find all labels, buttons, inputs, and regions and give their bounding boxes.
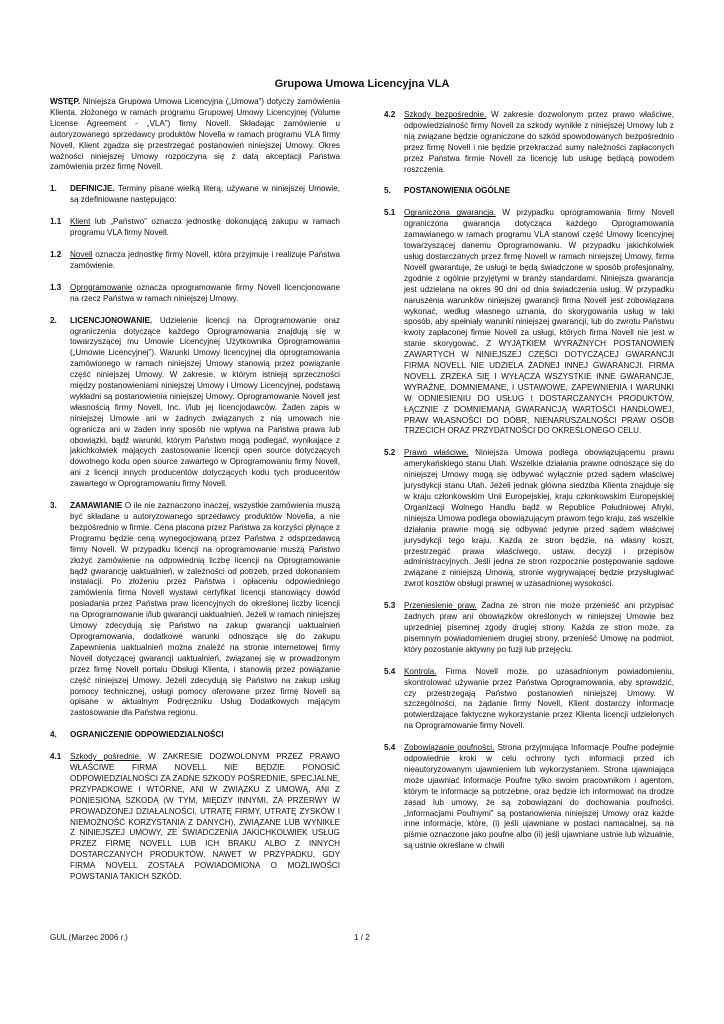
defined-term: Szkody bezpośrednie. [404,110,487,119]
section-text: Żadna ze stron nie może przenieść ani przypisać żadnych praw ani obowiązków określonych w niniejszej Umowie bez uprzedniej pisemnej zgody drugiej strony. Każda ze stron może, za pisemnym powiadomieniem drugiej strony, przenieść Umowę na podmiot, który pozostanie aktywny po fuzji lub przejęciu. [404,601,674,654]
section-number: 5.4 [384,743,396,753]
section-3 [50,501,340,719]
defined-term: Szkody pośrednie. [70,752,142,762]
section-text: Strona przyjmująca Informacje Poufne podejmie odpowiednie kroki w celu ochrony tych informacji przed ich nieautoryzowanym ujawnieniem lub wykorzystaniem. Strona ujawniająca może ujawniać Informacje Poufne tylko swoim pracownikom i agentom, którym te informacje są potrzebne, oraz będzie ich informować na drodze zasad lub umowy, że są zobowiązani do dochowania poufności. „Informacjami Poufnymi” są postanowienia niniejszej Umowy oraz każde inne informacje, które, (i) jeśli ujawniane w postaci namacalnej, są na piśmie oznaczone jako poufne albo (ii) jeśli ujawniane ustnie lub wizualnie, są ustnie określane w chwili [404,743,674,851]
left-column [50,97,340,894]
section-5-1 [384,208,674,437]
section-text: Niniejsza Umowa podlega obowiązującemu prawu amerykańskiego stanu Utah. Wszelkie działania prawne odnoszące się do niniejszej Umowy mogą się odbywać wyłącznie przed sądem właściwej jurysdykcji stanu Utah. Jeżeli jednak główna siedziba Klienta znajduje się w kraju członkowskim Unii Europejskiej, kraju członkowskim Europejskiej Organizacji Wolnego Handlu bądź w Republice Południowej Afryki, niniejsza Umowa podlega obowiązującym prawom tego kraju, zaś wszelkie działania prawne mogą się odbywać jedynie przed sądem właściwej jurysdykcji tego kraju. Każda ze stron będzie, na własny koszt, przestrzegać prawa właściwego, ustaw, decyzji i przepisów administracyjnych. Jeśli jedna ze stron rozpocznie postępowanie sądowe związane z niniejszą Umową, stronie wygrywającej będzie przysługiwać zwrot kosztów obsługi prawnej w uzasadnionej wysokości. [404,448,674,589]
section-text: Terminy pisane wielką literą, używane w niniejszej Umowie, są zdefiniowane następująco: [70,184,340,205]
section-text: W ZAKRESIE DOZWOLONYM PRZEZ PRAWO WŁAŚCIWE FIRMA NOVELL NIE BĘDZIE PONOSIĆ ODPOWIEDZIALNOŚCI ZA ŻADNE SZKODY POŚREDNIE, SPECJALNE, PRZYPADKOWE I WTÓRNE, ANI W ZWIĄZKU Z UMOWĄ, ANI Z PONIESIONĄ SZKODĄ (W TYM, MIĘDZY INNYMI, ZA PRZERWY W PROWADZONEJ DZIAŁALNOŚCI, UTRATĘ FIRMY, UTRATĘ ZYSKÓW I NIEMOŻNOŚĆ KORZYSTANIA Z DANYCH), ZWIĄZANE LUB WYNIKŁE Z NINIEJSZEJ UMOWY, ZE ŚWIADCZENIA JAKICHKOLWIEK USŁUG PRZEZ FIRMĘ NOVELL LUB ICH BRAKU ALBO Z INNYCH DOSTARCZANYCH PRODUKTÓW, NAWET W PRZYPADKU, GDY FIRMA NOVELL ZOSTAŁA POWIADOMIONA O MOŻLIWOŚCI POWSTANIA TAKICH SZKÓD. [70,752,340,882]
intro-paragraph [50,97,340,173]
section-number: 1. [50,184,57,194]
defined-term: Prawo właściwe. [404,448,469,458]
defined-term: Klient [70,217,91,227]
intro-text: Niniejsza Grupowa Umowa Licencyjna („Umowa”) dotyczy zamówienia Klienta, złożonego w ramach programu Grupowej Umowy Licencyjnej (Volume License Agreement - „VLA”) firmy Novell. Składając zamówienie u autoryzowanego sprzedawcy produktów Novella w ramach programu VLA firmy Novell, Klient zgadza się przestrzegać postanowień niniejszej Umowy. Okres ważności niniejszej Umowy rozpoczyna się z datą akceptacji Państwa zamówienia przez firmę Novell. [50,97,340,172]
section-5 [384,186,674,197]
defined-term: Kontrola. [404,666,437,676]
section-1-1 [50,217,340,239]
section-heading: OGRANICZENIE ODPOWIEDZIALNOŚCI [70,730,224,740]
section-text: oznacza jednostkę firmy Novell, która przyjmuje i realizuje Państwa zamówienie. [70,249,340,270]
section-number: 3. [50,501,57,511]
section-4-1 [50,752,340,883]
section-text: oznacza oprogramowanie firmy Novell licencjonowane na rzecz Państwa w ramach niniejszej Umowy. [70,282,340,303]
intro-label: WSTĘP. [50,97,81,106]
section-number: 4.1 [50,752,62,762]
section-text: Firma Novell może, po uzasadnionym powiadomieniu, skontrolować używanie przez Państwa Oprogramowania, aby sprawdzić, czy przestrzegają Państwo postanowień niniejszej Umowy. W szczególności, na żądanie firmy Novell, Klient dostarczy informacje potwierdzające faktyczne wykorzystanie przez Klienta licencji udzielonych na Oprogramowanie firmy Novell. [404,666,674,731]
section-number: 1.2 [50,249,62,259]
section-1 [50,184,340,206]
section-number: 5.3 [384,601,396,611]
section-number: 4.2 [384,110,396,119]
footer-page-number: 1 / 2 [354,933,370,942]
section-5-4-confidentiality [384,743,674,852]
section-text: lub „Państwo” oznacza jednostkę dokonującą zakupu w ramach programu VLA firmy Novell. [70,217,340,238]
section-heading: POSTANOWIENIA OGÓLNE [404,186,511,196]
section-text: W przypadku oprogramowania firmy Novell ograniczona gwarancja dotycząca każdego Oprogramowania zamawianego w ramach programu VLA stanowi część Umowy licencyjnej towarzyszącej danemu Oprogramowaniu. W przypadku jakichkolwiek usług dostarczanych przez firmę Novell w ramach niniejszej Umowy, firma Novell gwarantuje, że usługi te będą świadczone w sposób profesjonalny, zgodnie z ogólnie przyjętymi w branży standardami. Niniejsza gwarancja jest udzielana na okres 90 dni od dnia świadczenia usług. W przypadku naruszenia warunków niniejszej gwarancji firma Novell jest zobowiązana wykonać, według własnego uznania, do skorygowania usług w taki sposób, aby spełniały warunki niniejszej gwarancji, lub do zwrotu Państwu kwoty zapłaconej firmie Novell za usługi, których firma Novell nie jest w stanie skorygować. Z WYJĄTKIEM WYRAŹNYCH POSTANOWIEŃ ZAWARTYCH W NINIEJSZEJ CZĘŚCI DOTYCZĄCEJ GWARANCJI FIRMA NOVELL NIE UDZIELA ŻADNEJ INNEJ GWARANCJI. FIRMA NOVELL ZRZEKA SIĘ I WYŁĄCZA WSZYSTKIE INNE GWARANCJE, WYRAŹNE, DOMNIEMANE, I USTAWOWE, ZAPEWNIENIA I WARUNKI W ODNIESIENIU DO USŁUG I DOSTARCZANYCH PRODUKTÓW, ŁĄCZNIE Z DOMNIEMANĄ GWARANCJĄ WARTOŚCI HANDLOWEJ, PRAW WŁASNOŚCI DO DÓBR, NIENARUSZALNOŚCI PRAW OSÓB TRZECICH ORAZ PRZYDATNOŚCI DO OKREŚLONEGO CELU. [404,208,674,436]
section-heading: ZAMAWIANIE [70,501,123,511]
section-number: 5.1 [384,208,396,218]
section-1-2 [50,250,340,272]
section-text: Udzielenie licencji na Oprogramowanie oraz ograniczenia dotyczące każdego Oprogramowania znajdują się w towarzyszącej mu Umowie Licencyjnej Użytkownika Oprogramowania („Umowie Licencyjnej”). Warunki Umowy licencyjnej dla oprogramowania zamówionego w ramach niniejszej Umowy stanowią przez powiązanie część niniejszej Umowy. W zakresie, w którym istnieją sprzeczności między postanowieniami niniejszej Umowy i Umowy Licencyjnej, podstawą wykładni są postanowienia niniejszej Umowy. Oprogramowanie Novell jest własnością firmy Novell, Inc. i/lub jej licencjodawców. Żaden zapis w niniejszej Umowie ani w żadnych związanych z nią umowach nie ogranicza ani w żaden inny sposób nie wpływa na Państwa prawa lub obowiązki, bądź warunki, którym Państwo mogą podlegać, wynikające z jakichkolwiek mających zastosowanie licencji open source dotyczących dowolnego kodu open source zawartego w Oprogramowaniu firmy Novell, ani z licencji innych producentów dotyczących kodu tych producentów zawartego w Oprogramowaniu firmy Novell. [70,315,340,489]
section-number: 2. [50,315,57,325]
defined-term: Ograniczona gwarancja. [404,208,496,218]
defined-term: Oprogramowanie [70,282,133,292]
section-text: W zakresie dozwolonym przez prawo właściwe, odpowiedzialność firmy Novell za szkody wynikłe z niniejszej Umowy lub z nią związane będzie ograniczone do szkód spowodowanych bezpośrednio przez firmę Novell i nie będzie przekraczać sumy należności zapłaconych przez Państwa firmie Novell za licencję lub usługę będącą powodem roszczenia. [404,110,674,174]
defined-term: Novell [70,249,93,259]
right-column [384,110,674,852]
section-4-2 [384,110,674,175]
section-2 [50,316,340,491]
footer-doc-id: GUL (Marzec 2006 r.) [50,933,128,942]
section-number: 5.4 [384,666,396,676]
section-5-2 [384,448,674,590]
defined-term: Przeniesienie praw. [404,601,477,611]
document-title: Grupowa Umowa Licencyjna VLA [274,78,450,90]
defined-term: Zobowiązanie poufności. [404,743,495,753]
section-number: 1.3 [50,282,62,292]
section-4 [50,730,340,741]
section-number: 4. [50,730,57,740]
section-5-4 [384,667,674,732]
section-1-3 [50,283,340,305]
section-heading: DEFINICJE. [70,184,115,194]
section-text: O ile nie zaznaczono inaczej, wszystkie zamówienia muszą być składane u autoryzowanego sprzedawcy produktów Novella, a nie bezpośrednio w firmie. Cena płacona przez Państwa za korzyści płynące z Programu będzie ceną wynegocjowaną przez Państwa z odsprzedawcą firmy Novell. W przypadku licencji na oprogramowanie muszą Państwo złożyć zamówienie na odpowiednią liczbę licencji na Oprogramowanie bądź gwarancję uaktualnień, w zależności od potrzeb, przed dokonaniem instalacji. Po złożeniu przez Państwa i opłaceniu odpowiedniego zamówienia firma Novell wystawi certyfikat licencji stanowiący dowód posiadania przez Państwa praw licencyjnych do określonej liczby licencji na Oprogramowanie i/lub gwarancji uaktualnień. Jeżeli w ramach niniejszej Umowy zdecydują się Państwo na zakup gwarancji uaktualnień Oprogramowania, dodatkowe warunki odnoszące się do zakupu Zapewnienia uaktualnień można znaleźć na stronie internetowej firmy Novell dotyczącej gwarancji uaktualnień, związanej się w prowadzonym przez firmę Novell portalu Obsługi Klienta, i stanowią przez powiązanie część niniejszej Umowy. Jeżeli zdecydują się Państwo na zakup usług pomocy technicznej, usługi pomocy oferowane przez firmę Novell są opisane w aktualnym Podręczniku Usług Dodatkowych mającym zastosowanie dla Państwa regionu. [70,501,340,718]
section-number: 1.1 [50,217,62,227]
section-number: 5. [384,186,391,196]
section-5-3 [384,601,674,656]
section-number: 5.2 [384,448,396,458]
section-heading: LICENCJONOWANIE. [70,315,153,325]
